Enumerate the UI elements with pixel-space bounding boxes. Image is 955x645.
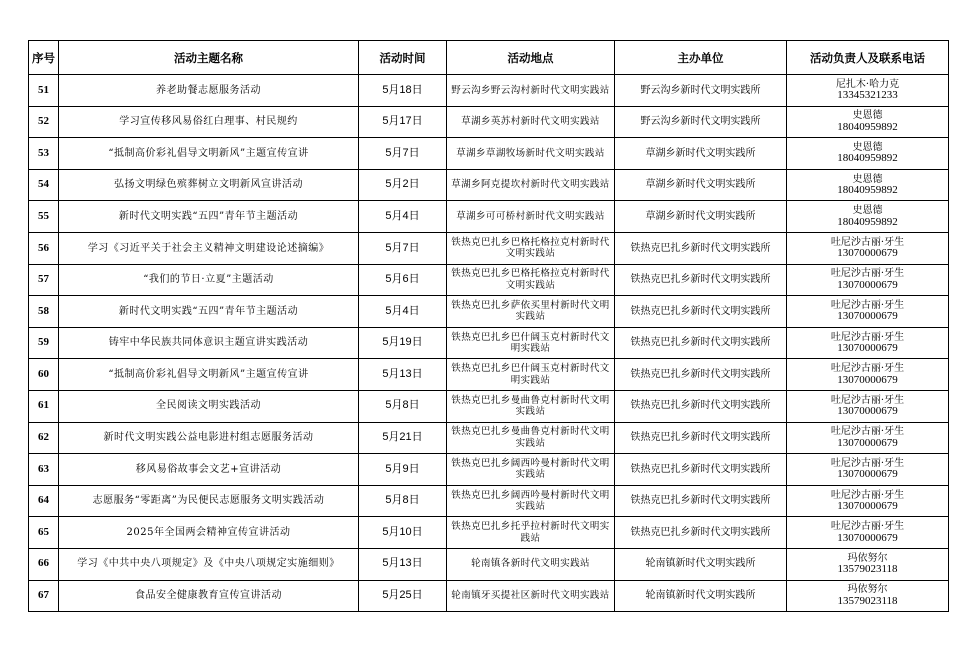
activity-place: 铁热克巴扎乡阔西吟曼村新时代文明实践站 bbox=[447, 485, 615, 517]
contact-phone: 13070000679 bbox=[837, 247, 898, 260]
organizer: 铁热克巴扎乡新时代文明实践所 bbox=[615, 485, 787, 517]
activity-date: 5月8日 bbox=[359, 390, 447, 422]
contact-cell bbox=[787, 327, 949, 359]
activity-topic: 弘扬文明绿色殡葬树立文明新风宣讲活动 bbox=[59, 169, 359, 201]
table-row bbox=[29, 454, 949, 486]
table-row bbox=[29, 485, 949, 517]
contact-person: 玛依努尔 bbox=[847, 584, 888, 596]
contact-person: 吐尼沙古丽·牙生 bbox=[830, 299, 905, 311]
activity-topic: 铸牢中华民族共同体意识主题宣讲实践活动 bbox=[59, 327, 359, 359]
organizer: 野云沟乡新时代文明实践所 bbox=[615, 106, 787, 138]
activity-place: 草湖乡可可桥村新时代文明实践站 bbox=[447, 201, 615, 233]
row-number: 55 bbox=[29, 201, 59, 233]
contact-person: 史恩德 bbox=[852, 205, 883, 217]
contact-person: 吐尼沙古丽·牙生 bbox=[830, 331, 905, 343]
row-number: 51 bbox=[29, 75, 59, 107]
contact-phone: 13070000679 bbox=[837, 342, 898, 355]
activity-place: 铁热克巴扎乡托乎拉村新时代文明实践站 bbox=[447, 517, 615, 549]
activity-topic: “抵制高价彩礼倡导文明新风”主题宣传宣讲 bbox=[59, 138, 359, 170]
activity-place: 铁热克巴扎乡曼曲鲁克村新时代文明实践站 bbox=[447, 390, 615, 422]
activity-topic: 养老助餐志愿服务活动 bbox=[59, 75, 359, 107]
row-number: 65 bbox=[29, 517, 59, 549]
contact-cell bbox=[787, 201, 949, 233]
activity-date: 5月25日 bbox=[359, 580, 447, 612]
activity-date: 5月7日 bbox=[359, 138, 447, 170]
activity-place: 轮南镇牙买提社区新时代文明实践站 bbox=[447, 580, 615, 612]
activity-date: 5月19日 bbox=[359, 327, 447, 359]
activity-date: 5月17日 bbox=[359, 106, 447, 138]
contact-cell bbox=[787, 169, 949, 201]
table-row bbox=[29, 169, 949, 201]
contact-person: 吐尼沙古丽·牙生 bbox=[830, 363, 905, 375]
activity-table bbox=[28, 40, 949, 612]
activity-topic: 移风易俗故事会文艺+宣讲活动 bbox=[59, 454, 359, 486]
contact-phone: 13345321233 bbox=[837, 89, 898, 102]
activity-place: 草湖乡英苏村新时代文明实践站 bbox=[447, 106, 615, 138]
organizer: 草湖乡新时代文明实践所 bbox=[615, 169, 787, 201]
contact-phone: 13070000679 bbox=[837, 278, 898, 291]
activity-topic: 全民阅读文明实践活动 bbox=[59, 390, 359, 422]
activity-place: 铁热克巴扎乡曼曲鲁克村新时代文明实践站 bbox=[447, 422, 615, 454]
row-number: 57 bbox=[29, 264, 59, 296]
activity-place: 铁热克巴扎乡巴什阔玉克村新时代文明实践站 bbox=[447, 327, 615, 359]
contact-cell bbox=[787, 359, 949, 391]
contact-cell bbox=[787, 75, 949, 107]
activity-date: 5月21日 bbox=[359, 422, 447, 454]
contact-person: 史恩德 bbox=[852, 173, 883, 185]
contact-cell bbox=[787, 232, 949, 264]
row-number: 59 bbox=[29, 327, 59, 359]
contact-cell bbox=[787, 548, 949, 580]
activity-date: 5月6日 bbox=[359, 264, 447, 296]
contact-cell bbox=[787, 422, 949, 454]
table-row bbox=[29, 264, 949, 296]
activity-topic: 新时代文明实践“五四”青年节主题活动 bbox=[59, 296, 359, 328]
row-number: 58 bbox=[29, 296, 59, 328]
header-place: 活动地点 bbox=[447, 41, 615, 75]
row-number: 54 bbox=[29, 169, 59, 201]
contact-person: 吐尼沙古丽·牙生 bbox=[830, 457, 905, 469]
contact-person: 尼扎木·哈力克 bbox=[835, 78, 900, 90]
activity-topic: 新时代文明实践“五四”青年节主题活动 bbox=[59, 201, 359, 233]
activity-place: 铁热克巴扎乡巴格托格拉克村新时代文明实践站 bbox=[447, 232, 615, 264]
row-number: 61 bbox=[29, 390, 59, 422]
activity-topic: 志愿服务“零距离”为民便民志愿服务文明实践活动 bbox=[59, 485, 359, 517]
row-number: 67 bbox=[29, 580, 59, 612]
header-contact: 活动负责人及联系电话 bbox=[787, 41, 949, 75]
contact-phone: 18040959892 bbox=[837, 152, 898, 165]
organizer: 铁热克巴扎乡新时代文明实践所 bbox=[615, 422, 787, 454]
contact-person: 吐尼沙古丽·牙生 bbox=[830, 426, 905, 438]
organizer: 铁热克巴扎乡新时代文明实践所 bbox=[615, 517, 787, 549]
contact-phone: 13579023118 bbox=[837, 594, 898, 607]
table-row bbox=[29, 422, 949, 454]
header-row bbox=[29, 41, 949, 75]
organizer: 铁热克巴扎乡新时代文明实践所 bbox=[615, 264, 787, 296]
contact-person: 吐尼沙古丽·牙生 bbox=[830, 394, 905, 406]
table-row bbox=[29, 106, 949, 138]
contact-phone: 13070000679 bbox=[837, 373, 898, 386]
header-organizer: 主办单位 bbox=[615, 41, 787, 75]
organizer: 铁热克巴扎乡新时代文明实践所 bbox=[615, 327, 787, 359]
organizer: 野云沟乡新时代文明实践所 bbox=[615, 75, 787, 107]
activity-place: 铁热克巴扎乡巴什阔玉克村新时代文明实践站 bbox=[447, 359, 615, 391]
contact-person: 吐尼沙古丽·牙生 bbox=[830, 236, 905, 248]
activity-topic: 学习《中共中央八项规定》及《中央八项规定实施细则》 bbox=[59, 548, 359, 580]
organizer: 轮南镇新时代文明实践所 bbox=[615, 548, 787, 580]
activity-topic: “抵制高价彩礼倡导文明新风”主题宣传宣讲 bbox=[59, 359, 359, 391]
row-number: 64 bbox=[29, 485, 59, 517]
activity-place: 野云沟乡野云沟村新时代文明实践站 bbox=[447, 75, 615, 107]
contact-phone: 18040959892 bbox=[837, 120, 898, 133]
contact-person: 史恩德 bbox=[852, 110, 883, 122]
activity-place: 铁热克巴扎乡萨依买里村新时代文明实践站 bbox=[447, 296, 615, 328]
table-row bbox=[29, 580, 949, 612]
row-number: 66 bbox=[29, 548, 59, 580]
activity-place: 轮南镇各新时代文明实践站 bbox=[447, 548, 615, 580]
contact-cell bbox=[787, 264, 949, 296]
activity-topic: 新时代文明实践公益电影进村组志愿服务活动 bbox=[59, 422, 359, 454]
contact-cell bbox=[787, 106, 949, 138]
activity-date: 5月13日 bbox=[359, 359, 447, 391]
organizer: 草湖乡新时代文明实践所 bbox=[615, 138, 787, 170]
table-row bbox=[29, 296, 949, 328]
activity-date: 5月18日 bbox=[359, 75, 447, 107]
organizer: 铁热克巴扎乡新时代文明实践所 bbox=[615, 296, 787, 328]
activity-date: 5月7日 bbox=[359, 232, 447, 264]
header-number: 序号 bbox=[29, 41, 59, 75]
activity-date: 5月4日 bbox=[359, 201, 447, 233]
activity-topic: “我们的节日·立夏”主题活动 bbox=[59, 264, 359, 296]
table-row bbox=[29, 75, 949, 107]
organizer: 铁热克巴扎乡新时代文明实践所 bbox=[615, 390, 787, 422]
activity-topic: 2025年全国两会精神宣传宣讲活动 bbox=[59, 517, 359, 549]
activity-place: 铁热克巴扎乡巴格托格拉克村新时代文明实践站 bbox=[447, 264, 615, 296]
row-number: 56 bbox=[29, 232, 59, 264]
contact-phone: 13070000679 bbox=[837, 436, 898, 449]
table-row bbox=[29, 138, 949, 170]
activity-date: 5月13日 bbox=[359, 548, 447, 580]
contact-phone: 13070000679 bbox=[837, 310, 898, 323]
activity-topic: 食品安全健康教育宣传宣讲活动 bbox=[59, 580, 359, 612]
table-row bbox=[29, 548, 949, 580]
activity-date: 5月4日 bbox=[359, 296, 447, 328]
organizer: 铁热克巴扎乡新时代文明实践所 bbox=[615, 359, 787, 391]
activity-date: 5月10日 bbox=[359, 517, 447, 549]
contact-phone: 13579023118 bbox=[837, 563, 898, 576]
table-row bbox=[29, 359, 949, 391]
contact-person: 吐尼沙古丽·牙生 bbox=[830, 489, 905, 501]
contact-cell bbox=[787, 517, 949, 549]
contact-person: 玛依努尔 bbox=[847, 552, 888, 564]
activity-topic: 学习宣传移风易俗红白理事、村民规约 bbox=[59, 106, 359, 138]
row-number: 52 bbox=[29, 106, 59, 138]
contact-phone: 18040959892 bbox=[837, 184, 898, 197]
activity-place: 草湖乡阿克提坎村新时代文明实践站 bbox=[447, 169, 615, 201]
contact-person: 史恩德 bbox=[852, 141, 883, 153]
activity-topic: 学习《习近平关于社会主义精神文明建设论述摘编》 bbox=[59, 232, 359, 264]
contact-cell bbox=[787, 138, 949, 170]
activity-date: 5月8日 bbox=[359, 485, 447, 517]
organizer: 铁热克巴扎乡新时代文明实践所 bbox=[615, 454, 787, 486]
contact-cell bbox=[787, 390, 949, 422]
contact-phone: 13070000679 bbox=[837, 405, 898, 418]
contact-cell bbox=[787, 580, 949, 612]
row-number: 62 bbox=[29, 422, 59, 454]
activity-date: 5月9日 bbox=[359, 454, 447, 486]
contact-phone: 13070000679 bbox=[837, 500, 898, 513]
contact-cell bbox=[787, 485, 949, 517]
table-row bbox=[29, 201, 949, 233]
contact-person: 吐尼沙古丽·牙生 bbox=[830, 521, 905, 533]
row-number: 63 bbox=[29, 454, 59, 486]
contact-cell bbox=[787, 296, 949, 328]
activity-place: 草湖乡草湖牧场新时代文明实践站 bbox=[447, 138, 615, 170]
organizer: 铁热克巴扎乡新时代文明实践所 bbox=[615, 232, 787, 264]
row-number: 53 bbox=[29, 138, 59, 170]
table-row bbox=[29, 327, 949, 359]
contact-phone: 13070000679 bbox=[837, 468, 898, 481]
row-number: 60 bbox=[29, 359, 59, 391]
table-row bbox=[29, 517, 949, 549]
organizer: 草湖乡新时代文明实践所 bbox=[615, 201, 787, 233]
activity-date: 5月2日 bbox=[359, 169, 447, 201]
activity-place: 铁热克巴扎乡阔西吟曼村新时代文明实践站 bbox=[447, 454, 615, 486]
contact-phone: 18040959892 bbox=[837, 215, 898, 228]
table-row bbox=[29, 232, 949, 264]
contact-phone: 13070000679 bbox=[837, 531, 898, 544]
organizer: 轮南镇新时代文明实践所 bbox=[615, 580, 787, 612]
header-date: 活动时间 bbox=[359, 41, 447, 75]
contact-cell bbox=[787, 454, 949, 486]
table-row bbox=[29, 390, 949, 422]
header-topic: 活动主题名称 bbox=[59, 41, 359, 75]
contact-person: 吐尼沙古丽·牙生 bbox=[830, 268, 905, 280]
